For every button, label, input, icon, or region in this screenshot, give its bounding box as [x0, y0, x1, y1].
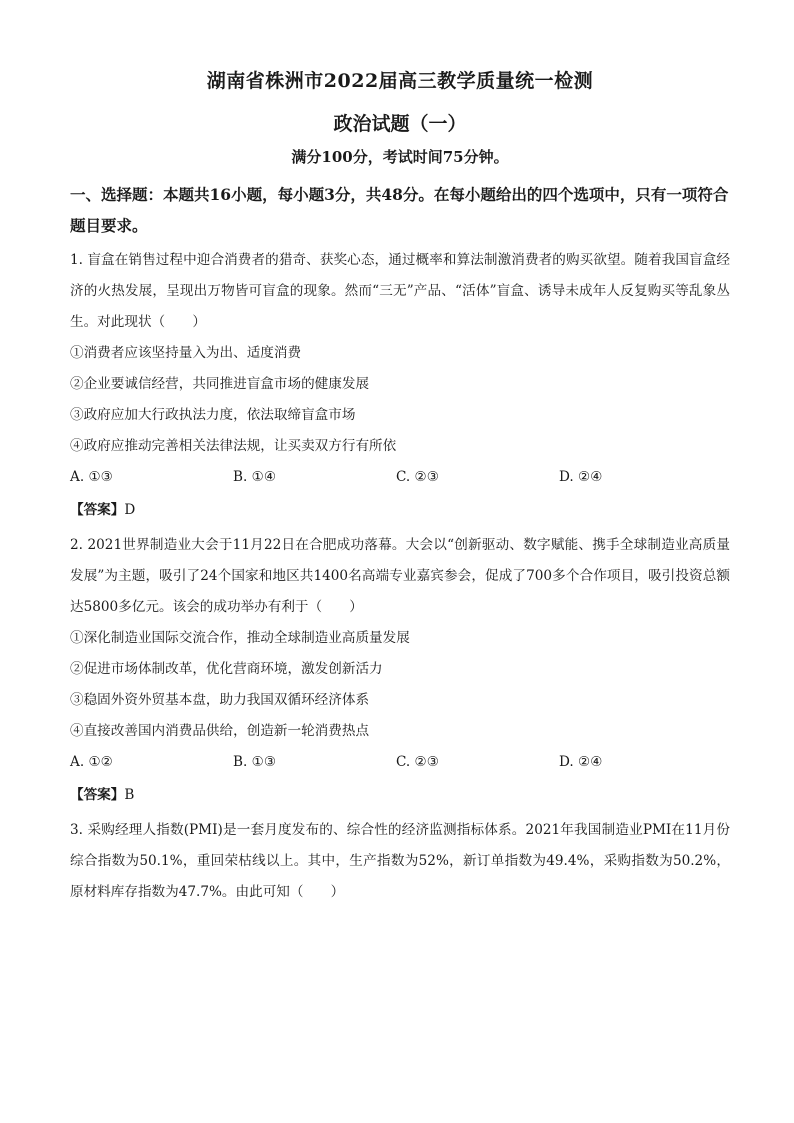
- statement-1: ①消费者应该坚持量入为出、适度消费: [70, 345, 302, 361]
- section-heading: 一、选择题：本题共16小题，每小题3分，共48分。在每小题给出的四个选项中，只有一项符合题目要求。: [70, 185, 729, 235]
- choice-d: D. ②④: [559, 754, 603, 770]
- choice-c: C. ②③: [396, 469, 439, 485]
- choice-c: C. ②③: [396, 754, 439, 770]
- choice-a: A. ①③: [70, 469, 113, 485]
- exam-subtitle: 政治试题（一）: [333, 113, 467, 135]
- choice-b: B. ①③: [233, 754, 277, 770]
- question-3: [70, 815, 730, 908]
- statement-3: ③政府应加大行政执法力度，依法取缔盲盒市场: [70, 407, 356, 423]
- choice-b: B. ①④: [233, 469, 277, 485]
- answer-label: 【答案】: [70, 502, 125, 518]
- choice-row: [70, 747, 730, 778]
- statement-3: ③稳固外资外贸基本盘，助力我国双循环经济体系: [70, 692, 370, 708]
- exam-page: [70, 60, 730, 908]
- choice-a: A. ①②: [70, 754, 113, 770]
- score-time-note: 满分100分，考试时间75分钟。: [291, 148, 509, 166]
- choice-row: [70, 462, 730, 493]
- answer-value: D: [124, 502, 136, 518]
- question-stem: 3. 采购经理人指数(PMI)是一套月度发布的、综合性的经济监测指标体系。2021年我国制造业PMI在11月份综合指数为50.1%，重回荣枯线以上。其中，生产指数为52%，新订单指数为49.4%，采购指数为50.2%，原材料库存指数为47.7%。由此可知（ ）: [70, 822, 730, 900]
- statement-1: ①深化制造业国际交流合作，推动全球制造业高质量发展: [70, 630, 410, 646]
- statement-2: ②企业要诚信经营，共同推进盲盒市场的健康发展: [70, 376, 370, 392]
- question-2: [70, 530, 730, 811]
- answer-label: 【答案】: [70, 787, 125, 803]
- question-1: [70, 245, 730, 526]
- statement-4: ④政府应推动完善相关法律法规，让买卖双方行有所依: [70, 438, 397, 454]
- question-stem: 1. 盲盒在销售过程中迎合消费者的猎奇、获奖心态，通过概率和算法制激消费者的购买欲望。随着我国盲盒经济的火热发展，呈现出万物皆可盲盒的现象。然而“三无”产品、“活体”盲盒、诱导未成年人反复购买等乱象丛生。对此现状（ ）: [70, 252, 730, 330]
- choice-d: D. ②④: [559, 469, 603, 485]
- answer-line: [70, 780, 730, 811]
- question-stem: 2. 2021世界制造业大会于11月22日在合肥成功落幕。大会以“创新驱动、数字赋能、携手全球制造业高质量发展”为主题，吸引了24个国家和地区共1400名高端专业嘉宾参会，促成了700多个合作项目，吸引投资总额达5800多亿元。该会的成功举办有利于（ ）: [70, 537, 730, 615]
- statement-4: ④直接改善国内消费品供给，创造新一轮消费热点: [70, 723, 370, 739]
- exam-title: 湖南省株洲市2022届高三教学质量统一检测: [206, 70, 594, 92]
- answer-value: B: [124, 787, 135, 803]
- statement-2: ②促进市场体制改革，优化营商环境，激发创新活力: [70, 661, 383, 677]
- answer-line: [70, 495, 730, 526]
